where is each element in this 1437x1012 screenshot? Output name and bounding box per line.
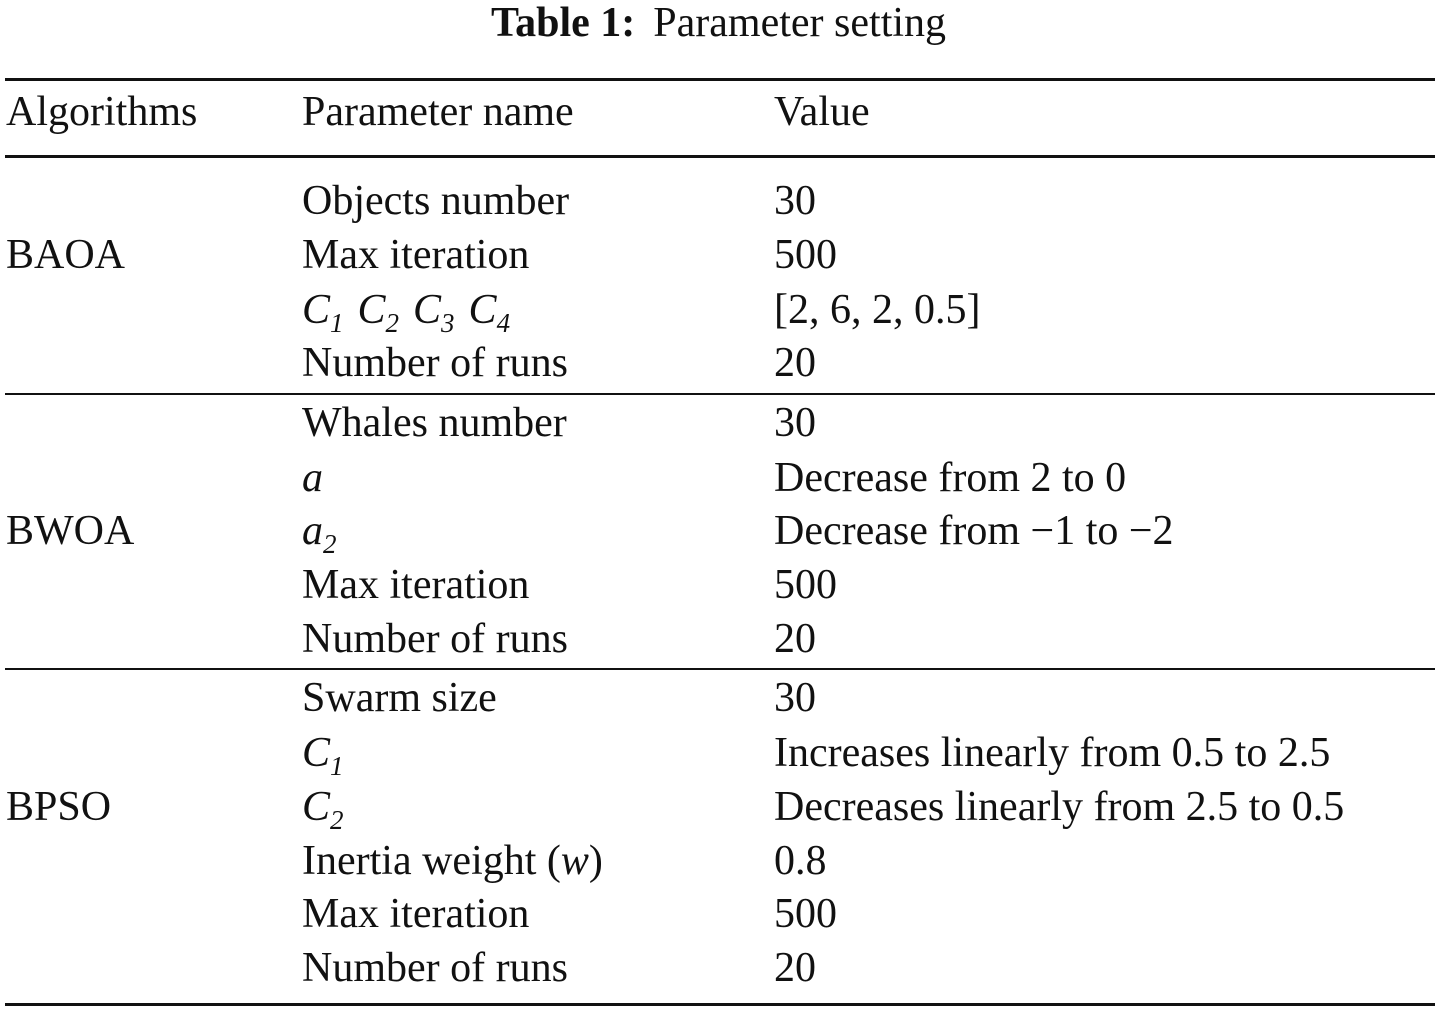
c2-symbol-bpso: C [302, 784, 331, 830]
header-rule [5, 155, 1435, 158]
param-a2 [302, 508, 351, 558]
value-a: Decrease from 2 to 0 [774, 455, 1127, 501]
a-symbol: a [302, 508, 323, 554]
value-c-coefficients: [2, 6, 2, 0.5] [774, 287, 981, 333]
header-value: Value [774, 89, 870, 135]
caption-label: Table 1: [490, 0, 636, 46]
algorithm-bwoa: BWOA [6, 508, 135, 554]
c3-subscript: 3 [441, 308, 455, 338]
value-objects-number: 30 [774, 178, 816, 224]
param-c-coefficients [302, 287, 510, 337]
c1-symbol-bpso: C [302, 730, 331, 776]
bottom-rule [5, 1003, 1435, 1006]
value-number-of-runs: 20 [774, 340, 816, 386]
a-subscript: 2 [323, 529, 337, 559]
top-rule [5, 78, 1435, 81]
param-inertia-weight [302, 838, 603, 884]
group-rule-baoa [5, 393, 1435, 395]
caption-text: Parameter setting [653, 0, 947, 46]
param-max-iteration: Max iteration [302, 232, 530, 278]
param-number-of-runs-bwoa: Number of runs [302, 616, 568, 662]
inertia-weight-label: Inertia weight ( [302, 838, 561, 884]
value-max-iteration: 500 [774, 232, 837, 278]
c2-subscript: 2 [385, 308, 400, 338]
inertia-w-symbol: w [560, 838, 589, 884]
c1-subscript: 1 [330, 308, 344, 338]
param-c1 [302, 730, 358, 780]
param-max-iteration-bwoa: Max iteration [302, 562, 530, 608]
param-a: a [302, 455, 323, 501]
value-whales-number: 30 [774, 400, 816, 446]
algorithm-bpso: BPSO [6, 784, 112, 830]
inertia-weight-close: ) [588, 838, 603, 884]
c1-symbol: C [302, 287, 331, 333]
c4-symbol: C [468, 287, 497, 333]
value-c1: Increases linearly from 0.5 to 2.5 [774, 730, 1331, 776]
header-parameter-name: Parameter name [302, 89, 574, 135]
header-algorithms: Algorithms [6, 89, 198, 135]
c2-subscript-bpso: 2 [330, 805, 344, 835]
value-number-of-runs-bpso: 20 [774, 945, 816, 991]
param-number-of-runs: Number of runs [302, 340, 568, 386]
value-max-iteration-bpso: 500 [774, 891, 837, 937]
param-c2 [302, 784, 358, 834]
c3-symbol: C [413, 287, 442, 333]
table-caption [0, 0, 1437, 46]
c4-subscript: 4 [496, 308, 511, 338]
value-swarm-size: 30 [774, 675, 816, 721]
param-objects-number: Objects number [302, 178, 570, 224]
param-number-of-runs-bpso: Number of runs [302, 945, 568, 991]
value-max-iteration-bwoa: 500 [774, 562, 837, 608]
c2-symbol: C [357, 287, 386, 333]
param-max-iteration-bpso: Max iteration [302, 891, 530, 937]
group-rule-bwoa [5, 668, 1435, 670]
value-a2: Decrease from −1 to −2 [774, 508, 1174, 554]
value-c2: Decreases linearly from 2.5 to 0.5 [774, 784, 1345, 830]
param-whales-number: Whales number [302, 400, 567, 446]
c1-subscript-bpso: 1 [330, 751, 344, 781]
param-swarm-size: Swarm size [302, 675, 497, 721]
value-inertia-weight: 0.8 [774, 838, 827, 884]
value-number-of-runs-bwoa: 20 [774, 616, 816, 662]
algorithm-baoa: BAOA [6, 232, 126, 278]
